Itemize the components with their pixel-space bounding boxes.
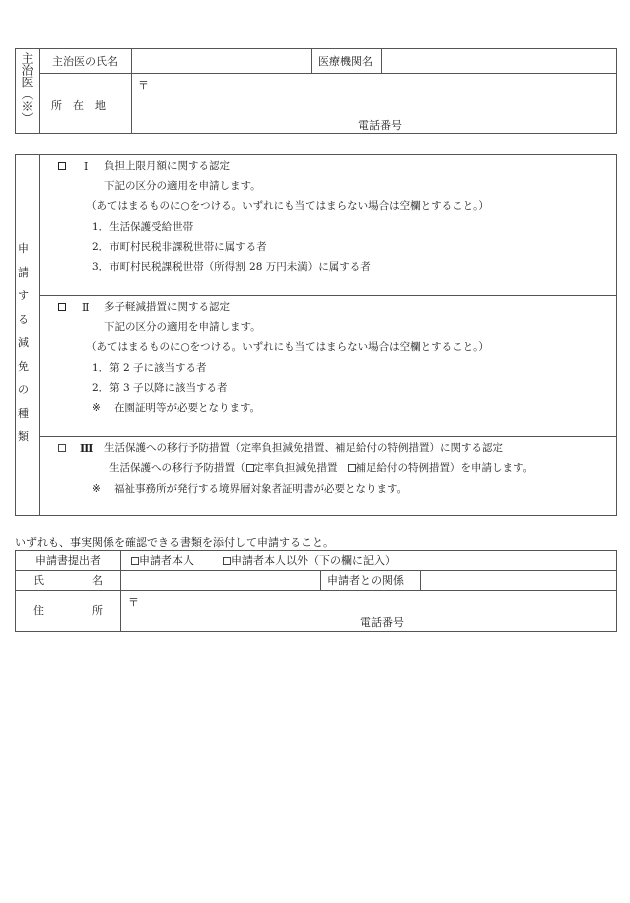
section-1-line2: （あてはまるものに○をつける。いずれにも当てはまらない場合は空欄とすること。） [86,200,489,212]
section-1-item-2: 2．市町村民税非課税世帯に属する者 [92,241,267,253]
submitter-label: 申請書提出者 [35,554,101,567]
option-self-checkbox[interactable] [131,557,139,565]
section-3-note-mark: ※ [92,483,101,495]
institution-label: 医療機関名 [318,55,373,68]
section-2-note-mark: ※ [92,402,101,414]
doctor-name-label: 主治医の氏名 [52,55,118,68]
divider [39,48,40,134]
section-3-checkbox[interactable] [58,444,66,452]
doctor-name-field[interactable] [132,49,311,73]
section-1-item-1: 1．生活保護受給世帯 [92,221,194,233]
section-3-title: 生活保護への移行予防措置（定率負担減免措置、補足給付の特例措置）に関する認定 [104,442,503,454]
divider [320,570,321,590]
divider [39,295,617,296]
phone-label: 電話番号 [358,119,402,132]
option-supplementary-checkbox[interactable] [348,464,356,472]
relation-label: 申請者との関係 [327,574,404,587]
section-2-checkbox[interactable] [58,303,66,311]
section-2-item-2: 2．第 3 子以降に該当する者 [92,382,228,394]
section-1-line1: 下記の区分の適用を申請します。 [104,180,261,192]
relation-field[interactable] [421,571,616,590]
name-label-1: 氏 [33,574,44,587]
section-2-line1: 下記の区分の適用を申請します。 [104,321,261,333]
section-1-title: 負担上限月額に関する認定 [104,160,230,172]
section-2-numeral: Ⅱ [82,301,90,314]
postal-mark: 〒 [138,79,149,92]
section-1-checkbox[interactable] [58,162,66,170]
address-label-1: 住 [33,604,44,617]
name-label-2: 名 [92,574,103,587]
doctor-side-label: 主治医（※） [20,52,34,124]
section-2-title: 多子軽減措置に関する認定 [104,301,230,313]
section-3-note: 福祉事務所が発行する境界層対象者証明書が必要となります。 [114,483,408,495]
address-label-2: 所 [92,604,103,617]
section-3-line1: 生活保護への移行予防措置（ 定率負担減免措置 補足給付の特例措置）を申請します。 [109,462,534,474]
submitter-options: 申請者本人 申請者本人以外（下の欄に記入） [131,555,396,566]
section-2-line2: （あてはまるものに○をつける。いずれにも当てはまらない場合は空欄とすること。） [86,341,489,353]
divider [39,154,40,516]
phone-label: 電話番号 [360,616,404,629]
section-1-item-3: 3．市町村民税課税世帯（所得割 28 万円未満）に属する者 [92,261,371,273]
section-1-numeral: Ⅰ [84,160,89,173]
divider [311,48,312,73]
attachment-note: いずれも、事実関係を確認できる書類を添付して申請すること。 [15,536,334,549]
option-other-checkbox[interactable] [223,557,231,565]
institution-field[interactable] [382,49,616,73]
postal-mark: 〒 [128,596,139,609]
reduction-side-label: 申 請 す る 減 免 の 種 類 [18,242,29,443]
section-3-numeral: Ⅲ [80,442,94,455]
divider [39,436,617,437]
section-2-note: 在園証明等が必要となります。 [114,402,261,414]
section-2-item-1: 1．第 2 子に該当する者 [92,362,207,374]
option-rate-reduction-checkbox[interactable] [246,464,254,472]
address-label: 所 在 地 [51,99,106,112]
applicant-name-field[interactable] [121,571,320,590]
